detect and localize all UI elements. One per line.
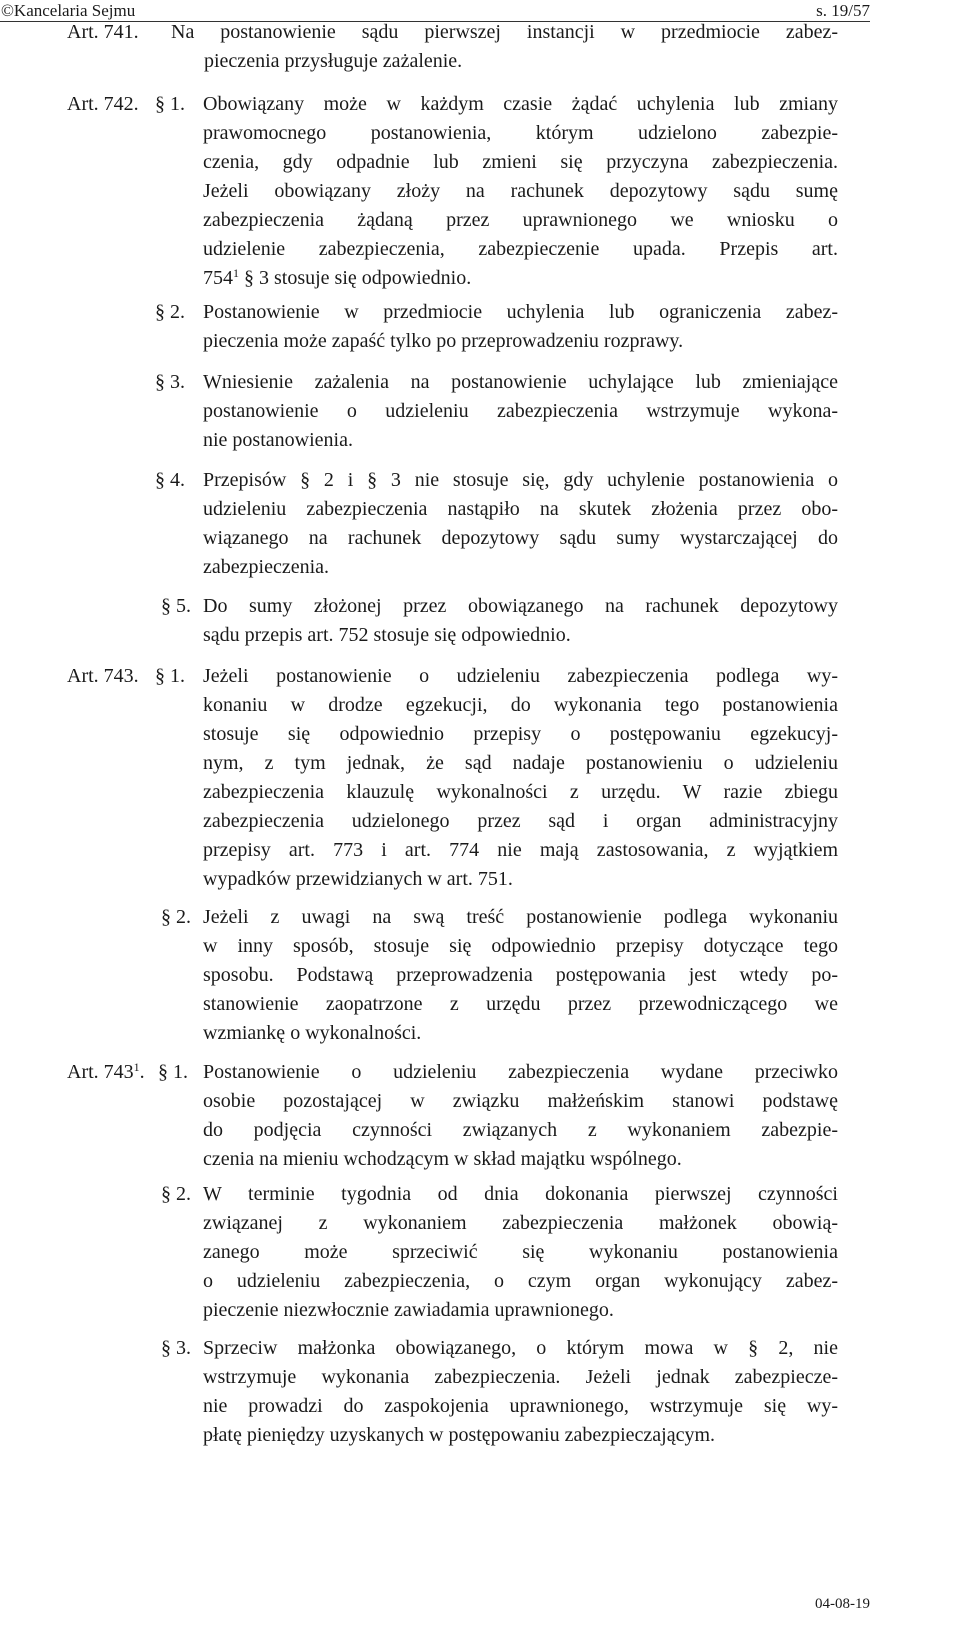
paragraph-label: § 2. (155, 301, 185, 323)
text-fragment: 754 (203, 267, 233, 289)
text-line: czenia na mieniu wchodzącym w skład majątku wspólnego. (203, 1148, 682, 1170)
article-label (67, 1058, 145, 1087)
label-fragment: . (139, 1061, 145, 1083)
text-line: płatę pieniędzy uzyskanych w postępowaniu zabezpieczającym. (203, 1424, 716, 1446)
paragraph-label: § 3. (155, 371, 185, 393)
label-fragment: Art. 743 (67, 1061, 134, 1083)
paragraph-text (203, 466, 838, 582)
paragraph-label: § 1. (155, 665, 185, 687)
text-line: wypadków przewidzianych w art. 751. (203, 868, 513, 890)
text-line: Do sumy złożonej przez obowiązanego na rachunek depozytowy (203, 595, 838, 617)
text-line: stanowienie zaopatrzone z urzędu przez przewodniczącego we (203, 993, 838, 1015)
text-line: konaniu w drodze egzekucji, do wykonania tego postanowienia (203, 694, 838, 716)
text-line: udzielenie zabezpieczenia, zabezpieczenie upada. Przepis art. (203, 238, 838, 260)
superscript: 1 (233, 266, 239, 280)
text-line: Przepisów § 2 i § 3 nie stosuje się, gdy uchylenie postanowienia o (203, 469, 838, 491)
text-line: zabezpieczenia. (203, 556, 330, 578)
article-text (171, 18, 838, 76)
text-line: postanowienie o udzieleniu zabezpieczenia wstrzymuje wykona- (203, 400, 838, 422)
text-line: do podjęcia czynności związanych z wykonaniem zabezpie- (203, 1119, 838, 1141)
paragraph-label: § 1. (155, 93, 185, 115)
text-line: zabezpieczenia żądaną przez uprawnionego we wniosku o (203, 209, 838, 231)
paragraph-label: § 3. (161, 1337, 191, 1359)
text-line: stosuje się odpowiednio przepisy o postępowaniu egzekucyj- (203, 723, 838, 745)
text-line: Postanowienie o udzieleniu zabezpieczenia wydane przeciwko (203, 1061, 838, 1083)
text-line: Jeżeli z uwagi na swą treść postanowienie podlega wykonaniu (203, 906, 838, 928)
text-line: Postanowienie w przedmiocie uchylenia lub ograniczenia zabez- (203, 301, 838, 323)
text-line: Sprzeciw małżonka obowiązanego, o którym mowa w § 2, nie (203, 1337, 838, 1359)
text-line: pieczenia przysługuje zażalenie. (204, 50, 463, 72)
paragraph-text (203, 90, 838, 293)
text-line: Wniesienie zażalenia na postanowienie uchylające lub zmieniające (203, 371, 838, 393)
paragraph-label: § 1. (158, 1061, 188, 1083)
paragraph-text (203, 1180, 838, 1325)
text-line: zanego może sprzeciwić się wykonaniu postanowienia (203, 1241, 838, 1263)
paragraph-text (203, 592, 838, 650)
text-line: wiązanego na rachunek depozytowy sądu sumy wystarczającej do (203, 527, 838, 549)
text-line: Jeżeli obowiązany złoży na rachunek depozytowy sądu sumę (203, 180, 838, 202)
text-line: nym, z tym jednak, że sąd nadaje postanowieniu o udzieleniu (203, 752, 838, 774)
text-line: udzieleniu zabezpieczenia nastąpiło na skutek złożenia przez obo- (203, 498, 838, 520)
header-page-number: s. 19/57 (816, 1, 870, 20)
text-line: prawomocnego postanowienia, którym udzielono zabezpie- (203, 122, 838, 144)
article-label: Art. 742. (67, 93, 139, 115)
text-line: o udzieleniu zabezpieczenia, o czym organ wykonujący zabez- (203, 1270, 838, 1292)
text-line: pieczenie niezwłocznie zawiadamia uprawnionego. (203, 1299, 614, 1321)
text-line: w inny sposób, stosuje się odpowiednio przepisy dotyczące tego (203, 935, 838, 957)
text-line: związanej z wykonaniem zabezpieczenia małżonek obowią- (203, 1212, 838, 1234)
text-line: przepisy art. 773 i art. 774 nie mają zastosowania, z wyjątkiem (203, 839, 838, 861)
text-line: Obowiązany może w każdym czasie żądać uchylenia lub zmiany (203, 93, 838, 115)
text-line: czenia, gdy odpadnie lub zmieni się przyczyna zabezpieczenia. (203, 151, 838, 173)
text-line: nie postanowienia. (203, 429, 353, 451)
text-line: sposobu. Podstawą przeprowadzenia postępowania jest wtedy po- (203, 964, 838, 986)
superscript: 1 (133, 1060, 140, 1074)
paragraph-label: § 4. (155, 469, 185, 491)
text-fragment: § 3 stosuje się odpowiednio. (239, 267, 472, 289)
paragraph-label: § 2. (161, 1183, 191, 1205)
text-line: Na postanowienie sądu pierwszej instancji w przedmiocie zabez- (171, 21, 838, 43)
text-line: wzmiankę o wykonalności. (203, 1022, 422, 1044)
text-line: sądu przepis art. 752 stosuje się odpowiednio. (203, 624, 571, 646)
text-line: W terminie tygodnia od dnia dokonania pierwszej czynności (203, 1183, 838, 1205)
text-line: pieczenia może zapaść tylko po przeprowadzeniu rozprawy. (203, 330, 684, 352)
text-line: Jeżeli postanowienie o udzieleniu zabezpieczenia podlega wy- (203, 665, 838, 687)
text-line: zabezpieczenia udzielonego przez sąd i organ administracyjny (203, 810, 838, 832)
paragraph-text (203, 1058, 838, 1174)
text-line (203, 264, 838, 293)
text-line: osobie pozostającej w związku małżeńskim stanowi podstawę (203, 1090, 838, 1112)
article-label: Art. 741. (67, 21, 139, 43)
paragraph-label: § 2. (161, 906, 191, 928)
paragraph-text (203, 1334, 838, 1450)
article-label: Art. 743. (67, 665, 139, 687)
text-line: zabezpieczenia klauzulę wykonalności z urzędu. W razie zbiegu (203, 781, 838, 803)
text-line: wstrzymuje wykonania zabezpieczenia. Jeżeli jednak zabezpiecze- (203, 1366, 838, 1388)
paragraph-text (203, 903, 838, 1048)
paragraph-label: § 5. (161, 595, 191, 617)
paragraph-text (203, 298, 838, 356)
header-source: ©Kancelaria Sejmu (1, 1, 136, 20)
paragraph-text (203, 368, 838, 455)
paragraph-text (203, 662, 838, 894)
text-line: nie prowadzi do zaspokojenia uprawnionego, wstrzymuje się wy- (203, 1395, 838, 1417)
footer-date: 04-08-19 (815, 1596, 870, 1612)
